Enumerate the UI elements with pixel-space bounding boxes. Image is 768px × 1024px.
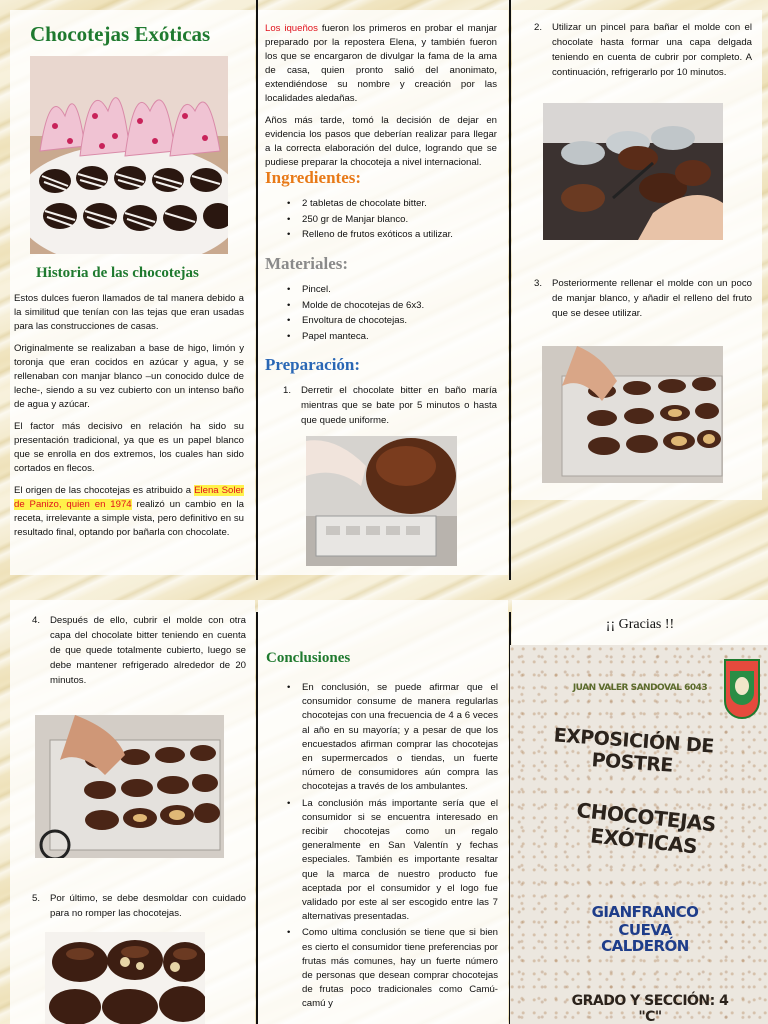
history-paragraph: Originalmente se realizaban a base de higo, limón y toronja que eran cocidos en azúcar y agua, y se rellenaban con manjar blanco –un conocido dulce de leche-, siendo a su vez cubierto con un intenso baño de agua y azúcar.	[14, 343, 244, 410]
history-text	[14, 292, 244, 548]
brochure-title: Chocotejas Exóticas	[30, 22, 211, 46]
covering-mold-photo	[35, 715, 224, 858]
unmolded-chocotejas-photo	[45, 932, 205, 1024]
cover-title-line1: EXPOSICIÓN DE POSTRE	[552, 724, 715, 777]
list-item: • 250 gr de Manjar blanco.	[282, 212, 497, 228]
step-1	[283, 383, 497, 428]
list-item: • 2 tabletas de chocolate bitter.	[282, 196, 497, 212]
history-heading: Historia de las chocotejas	[36, 265, 199, 281]
melting-chocolate-photo	[306, 436, 457, 566]
list-item: • Envoltura de chocotejas.	[282, 313, 497, 329]
chocotejas-platter-photo	[30, 56, 228, 254]
list-item: • Papel manteca.	[282, 329, 497, 345]
history-paragraph: Estos dulces fueron llamados de tal manera debido a la similitud que tenían con las tejas que eran usadas para las construcciones de casas.	[14, 293, 244, 332]
list-item: • Molde de chocotejas de 6x3.	[282, 298, 497, 314]
list-item: • En conclusión, se puede afirmar que el consumidor consume de manera regularlas chocotejas con una frecuencia de 4 a 6 veces al año en su mayoría; y a pesar de que los encuestados afirman comprar las chocotejas en supermercados o tiendas, un fuerte número de consumidores aún compra las chocotejas a través de los ambulantes.	[282, 681, 498, 795]
column-divider	[509, 0, 511, 580]
step-text: Derretir el chocolate bitter en baño maría mientras que se bate por 5 minutos o hasta que quede uniforme.	[301, 385, 497, 426]
highlight-name: Elena Soler de Panizo, quien en 1974	[14, 485, 245, 510]
brushing-mold-photo	[543, 103, 723, 240]
ingredients-list	[282, 196, 497, 243]
step-text: Por último, se debe desmoldar con cuidado para no romper las chocotejas.	[50, 893, 246, 919]
step-2	[534, 20, 752, 80]
conclusions-heading: Conclusiones	[266, 650, 351, 666]
step-number: 4.	[32, 615, 41, 626]
list-item: • Pincel.	[282, 282, 497, 298]
step-number: 2.	[534, 22, 543, 33]
list-item: • Como ultima conclusión se tiene que si bien es cierto el consumidor tiene preferencias por frutas más comunes, hay un fuerte número de personas que desean comprar chocotejas de frutas poco tradicionales como Camú-camú y	[282, 926, 498, 1011]
cover-student-name: GIANFRANCO CUEVA	[591, 903, 699, 939]
step-number: 3.	[534, 278, 543, 289]
list-item: • La conclusión más importante sería que el consumidor si se encuentra interesado en recibir chocotejas como un regalo generalmente en San Valentín y fechas especiales. También es importante resaltar que la marca de nuestro producto fue aceptada por el consumidor y el logo fue validado por este al ser escogido entre las 7 alternativas presentadas.	[282, 797, 498, 925]
materials-heading: Materiales:	[265, 254, 349, 273]
column-divider	[256, 612, 258, 1024]
cover-student-surname: CALDERÓN	[601, 937, 689, 955]
step-text: Después de ello, cubrir el molde con otra capa del chocolate bitter teniendo en cuenta de que quede totalmente cubierto, luego se debe mantener refrigerado alrededor de 20 minutos.	[50, 615, 246, 686]
origin-paragraph: Los iqueños fueron los primeros en probar el manjar preparado por la repostera Elena, y también fueron los que se encargaron de divulgar la fama de la ama de casa, quien pronto salió del anonimato, extendiéndose su nombre y creación por las localidades aledañas.	[265, 23, 497, 104]
step-text: Utilizar un pincel para bañar el molde con el chocolate hasta formar una capa delgada teniendo en cuenta de cubrir por completo. A continuación, refrigerarlo por 10 minutos.	[552, 22, 752, 78]
school-crest-icon	[724, 659, 760, 719]
ingredients-heading: Ingredientes:	[265, 168, 362, 187]
origin-paragraph: Años más tarde, tomó la decisión de dejar en evidencia los pasos que deberían realizar para llegar a la correcta elaboración del dulce, logrando que se pudiese preparar la chocoteja a nivel internacional.	[265, 115, 497, 168]
history-paragraph: El origen de las chocotejas es atribuido a Elena Soler de Panizo, quien en 1974 realizó un cambio en la receta, irrelevante a simple vista, pero definitivo en su resultado final, optando por bañarla con chocolate.	[14, 485, 245, 538]
step-number: 5.	[32, 893, 41, 904]
filling-mold-photo	[542, 346, 723, 483]
cover-grade: GRADO Y SECCIÓN: 4 "C"	[571, 993, 729, 1024]
origin-text	[265, 22, 497, 178]
step-3	[534, 276, 752, 321]
cover-image	[510, 645, 768, 1024]
step-5	[32, 891, 246, 921]
cover-author-top: JUAN VALER SANDOVAL 6043	[572, 683, 708, 693]
thanks-text: ¡¡ Gracias !!	[605, 617, 675, 632]
step-text: Posteriormente rellenar el molde con un poco de manjar blanco, y añadir el relleno del fruto que se desee utilizar.	[552, 278, 752, 319]
materials-list	[282, 282, 497, 344]
step-4	[32, 613, 246, 688]
red-text: Los iqueños	[265, 23, 318, 34]
conclusions-list	[282, 681, 498, 1014]
cover-title-line2: CHOCOTEJAS EXÓTICAS	[575, 797, 717, 859]
preparation-heading: Preparación:	[265, 355, 361, 374]
step-number: 1.	[283, 385, 292, 396]
column-divider	[256, 0, 258, 580]
history-paragraph: El factor más decisivo en relación ha sido su presentación tradicional, ya que es un papel blanco que se enrolla en dos extremos, los cuales han sido cortados en flecos.	[14, 421, 244, 474]
list-item: • Relleno de frutos exóticos a utilizar.	[282, 227, 497, 243]
